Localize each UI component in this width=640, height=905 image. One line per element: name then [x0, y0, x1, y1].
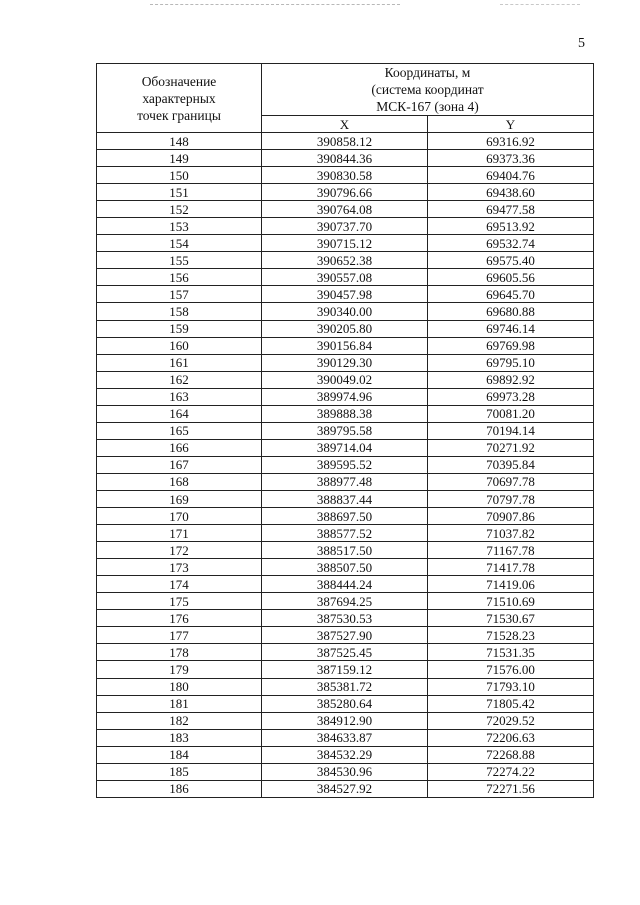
cell-x: 389595.52	[262, 456, 428, 473]
cell-y: 71419.06	[428, 576, 594, 593]
table-row	[97, 371, 594, 388]
cell-x: 388577.52	[262, 525, 428, 542]
cell-point: 158	[97, 303, 262, 320]
cell-point: 173	[97, 559, 262, 576]
table-row	[97, 201, 594, 218]
header-y: Y	[428, 116, 594, 133]
cell-point: 165	[97, 422, 262, 439]
cell-x: 388977.48	[262, 473, 428, 490]
table-row	[97, 661, 594, 678]
cell-point: 150	[97, 167, 262, 184]
cell-y: 69746.14	[428, 320, 594, 337]
cell-y: 70194.14	[428, 422, 594, 439]
cell-x: 385381.72	[262, 678, 428, 695]
cell-y: 71510.69	[428, 593, 594, 610]
cell-x: 390858.12	[262, 133, 428, 150]
cell-y: 69373.36	[428, 150, 594, 167]
cell-point: 152	[97, 201, 262, 218]
cell-point: 181	[97, 695, 262, 712]
scan-header-rule	[150, 4, 400, 5]
cell-x: 389795.58	[262, 422, 428, 439]
cell-point: 184	[97, 746, 262, 763]
table-row	[97, 542, 594, 559]
cell-point: 155	[97, 252, 262, 269]
table-row	[97, 320, 594, 337]
table-row	[97, 303, 594, 320]
cell-x: 390049.02	[262, 371, 428, 388]
cell-x: 387159.12	[262, 661, 428, 678]
cell-point: 167	[97, 456, 262, 473]
table-row	[97, 133, 594, 150]
cell-x: 390156.84	[262, 337, 428, 354]
cell-y: 69438.60	[428, 184, 594, 201]
cell-point: 163	[97, 388, 262, 405]
cell-x: 387525.45	[262, 644, 428, 661]
header-coords-line: (система координат	[371, 82, 484, 97]
table-row	[97, 456, 594, 473]
table-row	[97, 763, 594, 780]
cell-point: 175	[97, 593, 262, 610]
cell-y: 69575.40	[428, 252, 594, 269]
cell-y: 72206.63	[428, 729, 594, 746]
cell-x: 390715.12	[262, 235, 428, 252]
table-row	[97, 559, 594, 576]
table-row	[97, 576, 594, 593]
table-row	[97, 150, 594, 167]
cell-y: 69680.88	[428, 303, 594, 320]
cell-x: 384532.29	[262, 746, 428, 763]
cell-point: 149	[97, 150, 262, 167]
table-row	[97, 337, 594, 354]
cell-x: 389974.96	[262, 388, 428, 405]
cell-point: 164	[97, 405, 262, 422]
table-row	[97, 780, 594, 797]
page-number: 5	[578, 36, 585, 51]
header-point-line: Обозначение	[141, 73, 217, 89]
table-row	[97, 235, 594, 252]
cell-y: 70395.84	[428, 456, 594, 473]
header-coords-line: Координаты, м	[384, 65, 471, 80]
cell-y: 71417.78	[428, 559, 594, 576]
table-row	[97, 473, 594, 490]
cell-y: 71167.78	[428, 542, 594, 559]
table-body	[97, 133, 594, 798]
cell-x: 384633.87	[262, 729, 428, 746]
table-row	[97, 286, 594, 303]
header-coords-line: МСК-167 (зона 4)	[376, 99, 479, 114]
cell-x: 388837.44	[262, 490, 428, 507]
cell-y: 69973.28	[428, 388, 594, 405]
cell-point: 183	[97, 729, 262, 746]
cell-x: 390340.00	[262, 303, 428, 320]
cell-point: 178	[97, 644, 262, 661]
cell-x: 390205.80	[262, 320, 428, 337]
cell-x: 388444.24	[262, 576, 428, 593]
table-row	[97, 712, 594, 729]
cell-y: 71793.10	[428, 678, 594, 695]
cell-x: 387694.25	[262, 593, 428, 610]
table-row	[97, 405, 594, 422]
table-row	[97, 610, 594, 627]
cell-y: 72271.56	[428, 780, 594, 797]
cell-point: 153	[97, 218, 262, 235]
table-row	[97, 439, 594, 456]
cell-y: 69605.56	[428, 269, 594, 286]
cell-x: 388697.50	[262, 508, 428, 525]
cell-y: 71531.35	[428, 644, 594, 661]
cell-y: 70907.86	[428, 508, 594, 525]
cell-point: 172	[97, 542, 262, 559]
cell-y: 70271.92	[428, 439, 594, 456]
boundary-coordinates-table	[96, 63, 594, 798]
cell-point: 166	[97, 439, 262, 456]
cell-x: 387530.53	[262, 610, 428, 627]
cell-point: 185	[97, 763, 262, 780]
header-x: X	[262, 116, 428, 133]
cell-point: 182	[97, 712, 262, 729]
cell-point: 160	[97, 337, 262, 354]
cell-point: 170	[97, 508, 262, 525]
cell-x: 390129.30	[262, 354, 428, 371]
header-point-designation	[97, 64, 262, 133]
table-row	[97, 354, 594, 371]
cell-point: 157	[97, 286, 262, 303]
cell-y: 72268.88	[428, 746, 594, 763]
table-row	[97, 678, 594, 695]
header-point-line: характерных	[142, 90, 216, 106]
cell-y: 72029.52	[428, 712, 594, 729]
cell-point: 161	[97, 354, 262, 371]
table-row	[97, 593, 594, 610]
table-row	[97, 184, 594, 201]
table-row	[97, 252, 594, 269]
cell-point: 177	[97, 627, 262, 644]
cell-y: 69795.10	[428, 354, 594, 371]
cell-point: 162	[97, 371, 262, 388]
table-row	[97, 525, 594, 542]
cell-point: 180	[97, 678, 262, 695]
cell-x: 388517.50	[262, 542, 428, 559]
cell-y: 69769.98	[428, 337, 594, 354]
cell-point: 159	[97, 320, 262, 337]
cell-x: 390557.08	[262, 269, 428, 286]
cell-y: 71528.23	[428, 627, 594, 644]
cell-point: 171	[97, 525, 262, 542]
cell-y: 69316.92	[428, 133, 594, 150]
cell-y: 72274.22	[428, 763, 594, 780]
cell-point: 148	[97, 133, 262, 150]
cell-y: 69532.74	[428, 235, 594, 252]
cell-x: 390796.66	[262, 184, 428, 201]
cell-y: 70797.78	[428, 490, 594, 507]
cell-point: 176	[97, 610, 262, 627]
cell-x: 384530.96	[262, 763, 428, 780]
table-row	[97, 422, 594, 439]
scan-header-rule-right	[500, 4, 580, 5]
table-row	[97, 746, 594, 763]
cell-y: 69645.70	[428, 286, 594, 303]
cell-x: 385280.64	[262, 695, 428, 712]
table-row	[97, 388, 594, 405]
cell-y: 70697.78	[428, 473, 594, 490]
cell-x: 388507.50	[262, 559, 428, 576]
table-row	[97, 218, 594, 235]
table-row	[97, 695, 594, 712]
cell-x: 384912.90	[262, 712, 428, 729]
cell-x: 390764.08	[262, 201, 428, 218]
cell-y: 71037.82	[428, 525, 594, 542]
cell-y: 71805.42	[428, 695, 594, 712]
cell-x: 390457.98	[262, 286, 428, 303]
cell-point: 179	[97, 661, 262, 678]
cell-point: 174	[97, 576, 262, 593]
cell-y: 70081.20	[428, 405, 594, 422]
table-row	[97, 729, 594, 746]
table-row	[97, 644, 594, 661]
table-row	[97, 508, 594, 525]
header-point-line: точек границы	[137, 107, 221, 123]
cell-y: 71530.67	[428, 610, 594, 627]
cell-point: 156	[97, 269, 262, 286]
table-row	[97, 490, 594, 507]
cell-x: 390844.36	[262, 150, 428, 167]
cell-x: 387527.90	[262, 627, 428, 644]
cell-x: 384527.92	[262, 780, 428, 797]
cell-x: 389888.38	[262, 405, 428, 422]
cell-x: 389714.04	[262, 439, 428, 456]
table-row	[97, 627, 594, 644]
cell-y: 69513.92	[428, 218, 594, 235]
cell-y: 69404.76	[428, 167, 594, 184]
cell-point: 154	[97, 235, 262, 252]
cell-point: 168	[97, 473, 262, 490]
table-row	[97, 167, 594, 184]
cell-point: 169	[97, 490, 262, 507]
cell-x: 390830.58	[262, 167, 428, 184]
cell-y: 71576.00	[428, 661, 594, 678]
table-row	[97, 269, 594, 286]
cell-x: 390652.38	[262, 252, 428, 269]
cell-y: 69892.92	[428, 371, 594, 388]
cell-x: 390737.70	[262, 218, 428, 235]
cell-y: 69477.58	[428, 201, 594, 218]
header-coordinates	[262, 64, 594, 116]
cell-point: 151	[97, 184, 262, 201]
cell-point: 186	[97, 780, 262, 797]
